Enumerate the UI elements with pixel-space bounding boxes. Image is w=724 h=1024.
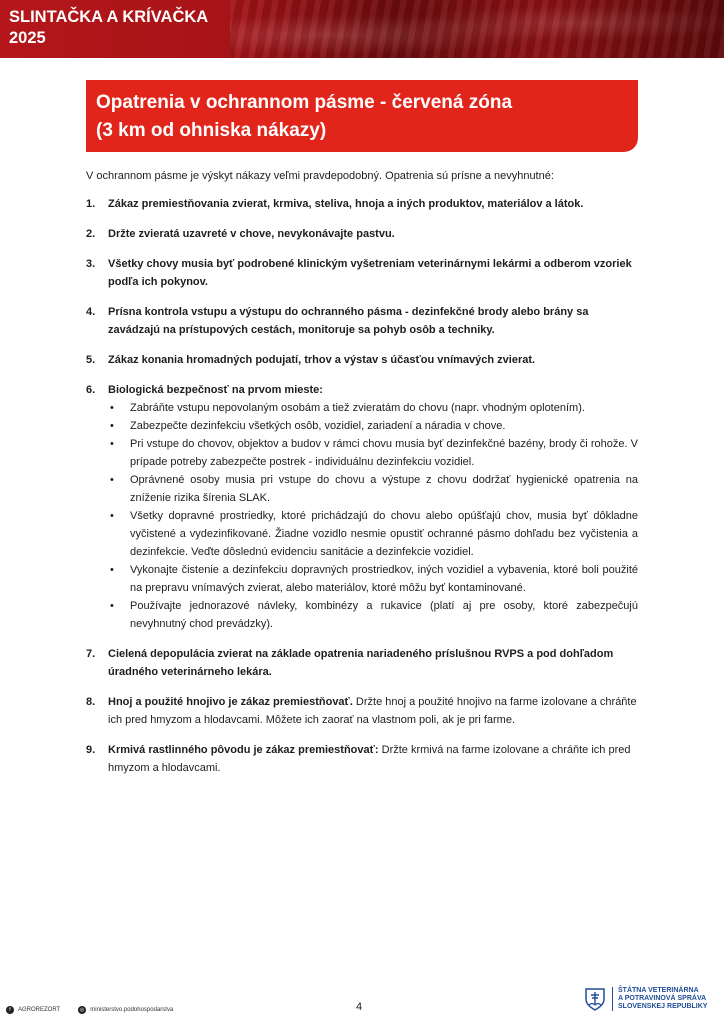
measure-item	[86, 303, 638, 339]
measure-bold-text: Zákaz premiestňovania zvierat, krmiva, steliva, hnoja a iných produktov, materiálov a látok.	[108, 198, 584, 210]
measure-item	[86, 255, 638, 291]
measures-list	[86, 195, 638, 777]
page-number: 4	[356, 1001, 363, 1013]
section-title-box	[86, 80, 638, 152]
header-banner	[0, 0, 724, 58]
measure-normal-text: Držte hnoj a použité hnojivo na farme izolovane a chráňte ich pred hmyzom a hlodavcami. Môžete ich zaorať na vlastnom poli, ak je pri farme.	[108, 696, 637, 726]
header-title-line1: SLINTAČKA A KRÍVAČKA	[9, 8, 209, 26]
measure-bold-text: Všetky chovy musia byť podrobené klinickým vyšetreniam veterinárnymi lekármi a odberom vzoriek podľa ich pokynov.	[108, 258, 632, 288]
measure-number: 3.	[86, 258, 96, 270]
section-title-line1: Opatrenia v ochrannom pásme - červená zóna	[96, 92, 513, 113]
measure-number: 2.	[86, 228, 96, 240]
measure-number: 8.	[86, 696, 96, 708]
measure-bold-text: Prísna kontrola vstupu a výstupu do ochranného pásma - dezinfekčné brody alebo brány sa zavádzajú na prístupových cestách, monitoruje sa pohyb osôb a techniky.	[108, 306, 589, 336]
social-agrorezort[interactable]: AGROREZORT	[18, 1007, 61, 1013]
measure-item	[86, 195, 638, 213]
header-photo-texture	[230, 0, 724, 58]
measure-number: 5.	[86, 354, 96, 366]
measure-item	[86, 225, 638, 243]
measure-bold-text: Cielená depopulácia zvierat na základe opatrenia nariadeného príslušnou RVPS a pod dohľadom úradného veterinárneho lekára.	[108, 648, 614, 678]
biosecurity-item: • Používajte jednorazové návleky, kombinézy a rukavice (platí aj pre osoby, ktoré zabezpečujú nevyhnutný chod prevádzky).	[108, 597, 638, 633]
slovak-emblem-icon	[584, 987, 606, 1011]
measure-normal-text: Držte krmivá na farme izolovane a chráňte ich pred hmyzom a hlodavcami.	[108, 744, 631, 774]
biosecurity-item: • Všetky dopravné prostriedky, ktoré prichádzajú do chovu alebo opúšťajú chov, musia byť dôkladne vyčistené a vydezinfikované. Žiadne vozidlo nesmie opustiť ochranné pásmo dohľadu bez vyčistenia a dezinfekcie. Veďte dôslednú evidenciu sanitácie a dezinfekcie vozidiel.	[108, 507, 638, 561]
facebook-icon: f	[6, 1006, 14, 1014]
org-line1: ŠTÁTNA VETERINÁRNA	[618, 987, 699, 994]
biosecurity-item: • Oprávnené osoby musia pri vstupe do chovu a výstupe z chovu dodržať hygienické opatrenia na zníženie rizika šírenia SLAK.	[108, 471, 638, 507]
measure-item-biosecurity	[86, 381, 638, 633]
biosecurity-item: • Vykonajte čistenie a dezinfekciu dopravných prostriedkov, iných vozidiel a vybavenia, ktoré boli použité na prepravu vnímavých zvierat, alebo materiálov, ktoré môžu byť kontaminované.	[108, 561, 638, 597]
measure-number: 9.	[86, 744, 96, 756]
org-line3: SLOVENSKEJ REPUBLIKY	[618, 1003, 708, 1010]
section-title	[96, 89, 628, 145]
measure-bold-text: Zákaz konania hromadných podujatí, trhov a výstav s účasťou vnímavých zvierat.	[108, 354, 536, 366]
org-line2: A POTRAVINOVÁ SPRÁVA	[618, 995, 707, 1002]
biosecurity-item: • Pri vstupe do chovov, objektov a budov v rámci chovu musia byť dezinfekčné bazény, brody či rohože. V prípade potreby zabezpečte postrek - individuálnu dezinfekciu vozidiel.	[108, 435, 638, 471]
measure-bold-text: Krmivá rastlinného pôvodu je zákaz premiestňovať:	[108, 744, 379, 756]
intro-text: V ochrannom pásme je výskyt nákazy veľmi pravdepodobný. Opatrenia sú prísne a nevyhnutné:	[86, 170, 554, 182]
organization-logo	[584, 987, 707, 1011]
biosecurity-item: • Zabezpečte dezinfekciu všetkých osôb, vozidiel, zariadení a náradia v chove.	[108, 417, 638, 435]
main-content	[86, 167, 638, 789]
measure-item	[86, 645, 638, 681]
measure-bold-text: Držte zvieratá uzavreté v chove, nevykonávajte pastvu.	[108, 228, 395, 240]
biosecurity-list	[108, 399, 638, 633]
organization-name	[612, 987, 707, 1011]
measure-item	[86, 351, 638, 369]
biosecurity-item: • Zabráňte vstupu nepovolaným osobám a tiež zvieratám do chovu (napr. vhodným oplotením).	[108, 399, 638, 417]
header-title-line2: 2025	[9, 29, 46, 47]
measure-number: 6.	[86, 384, 96, 396]
measure-bold-text: Hnoj a použité hnojivo je zákaz premiestňovať.	[108, 696, 353, 708]
section-title-line2: (3 km od ohniska nákazy)	[96, 120, 327, 141]
measure-item	[86, 741, 638, 777]
measure-item	[86, 693, 638, 729]
measure-bold-text: Biologická bezpečnosť na prvom mieste:	[108, 384, 323, 396]
measure-number: 1.	[86, 198, 96, 210]
footer-social	[6, 1006, 173, 1014]
header-title	[9, 7, 208, 49]
instagram-icon: ◎	[80, 1007, 85, 1013]
measure-number: 7.	[86, 648, 96, 660]
measure-number: 4.	[86, 306, 96, 318]
social-ministerstvo[interactable]: ministerstvo.podohospodarstva	[90, 1007, 174, 1013]
